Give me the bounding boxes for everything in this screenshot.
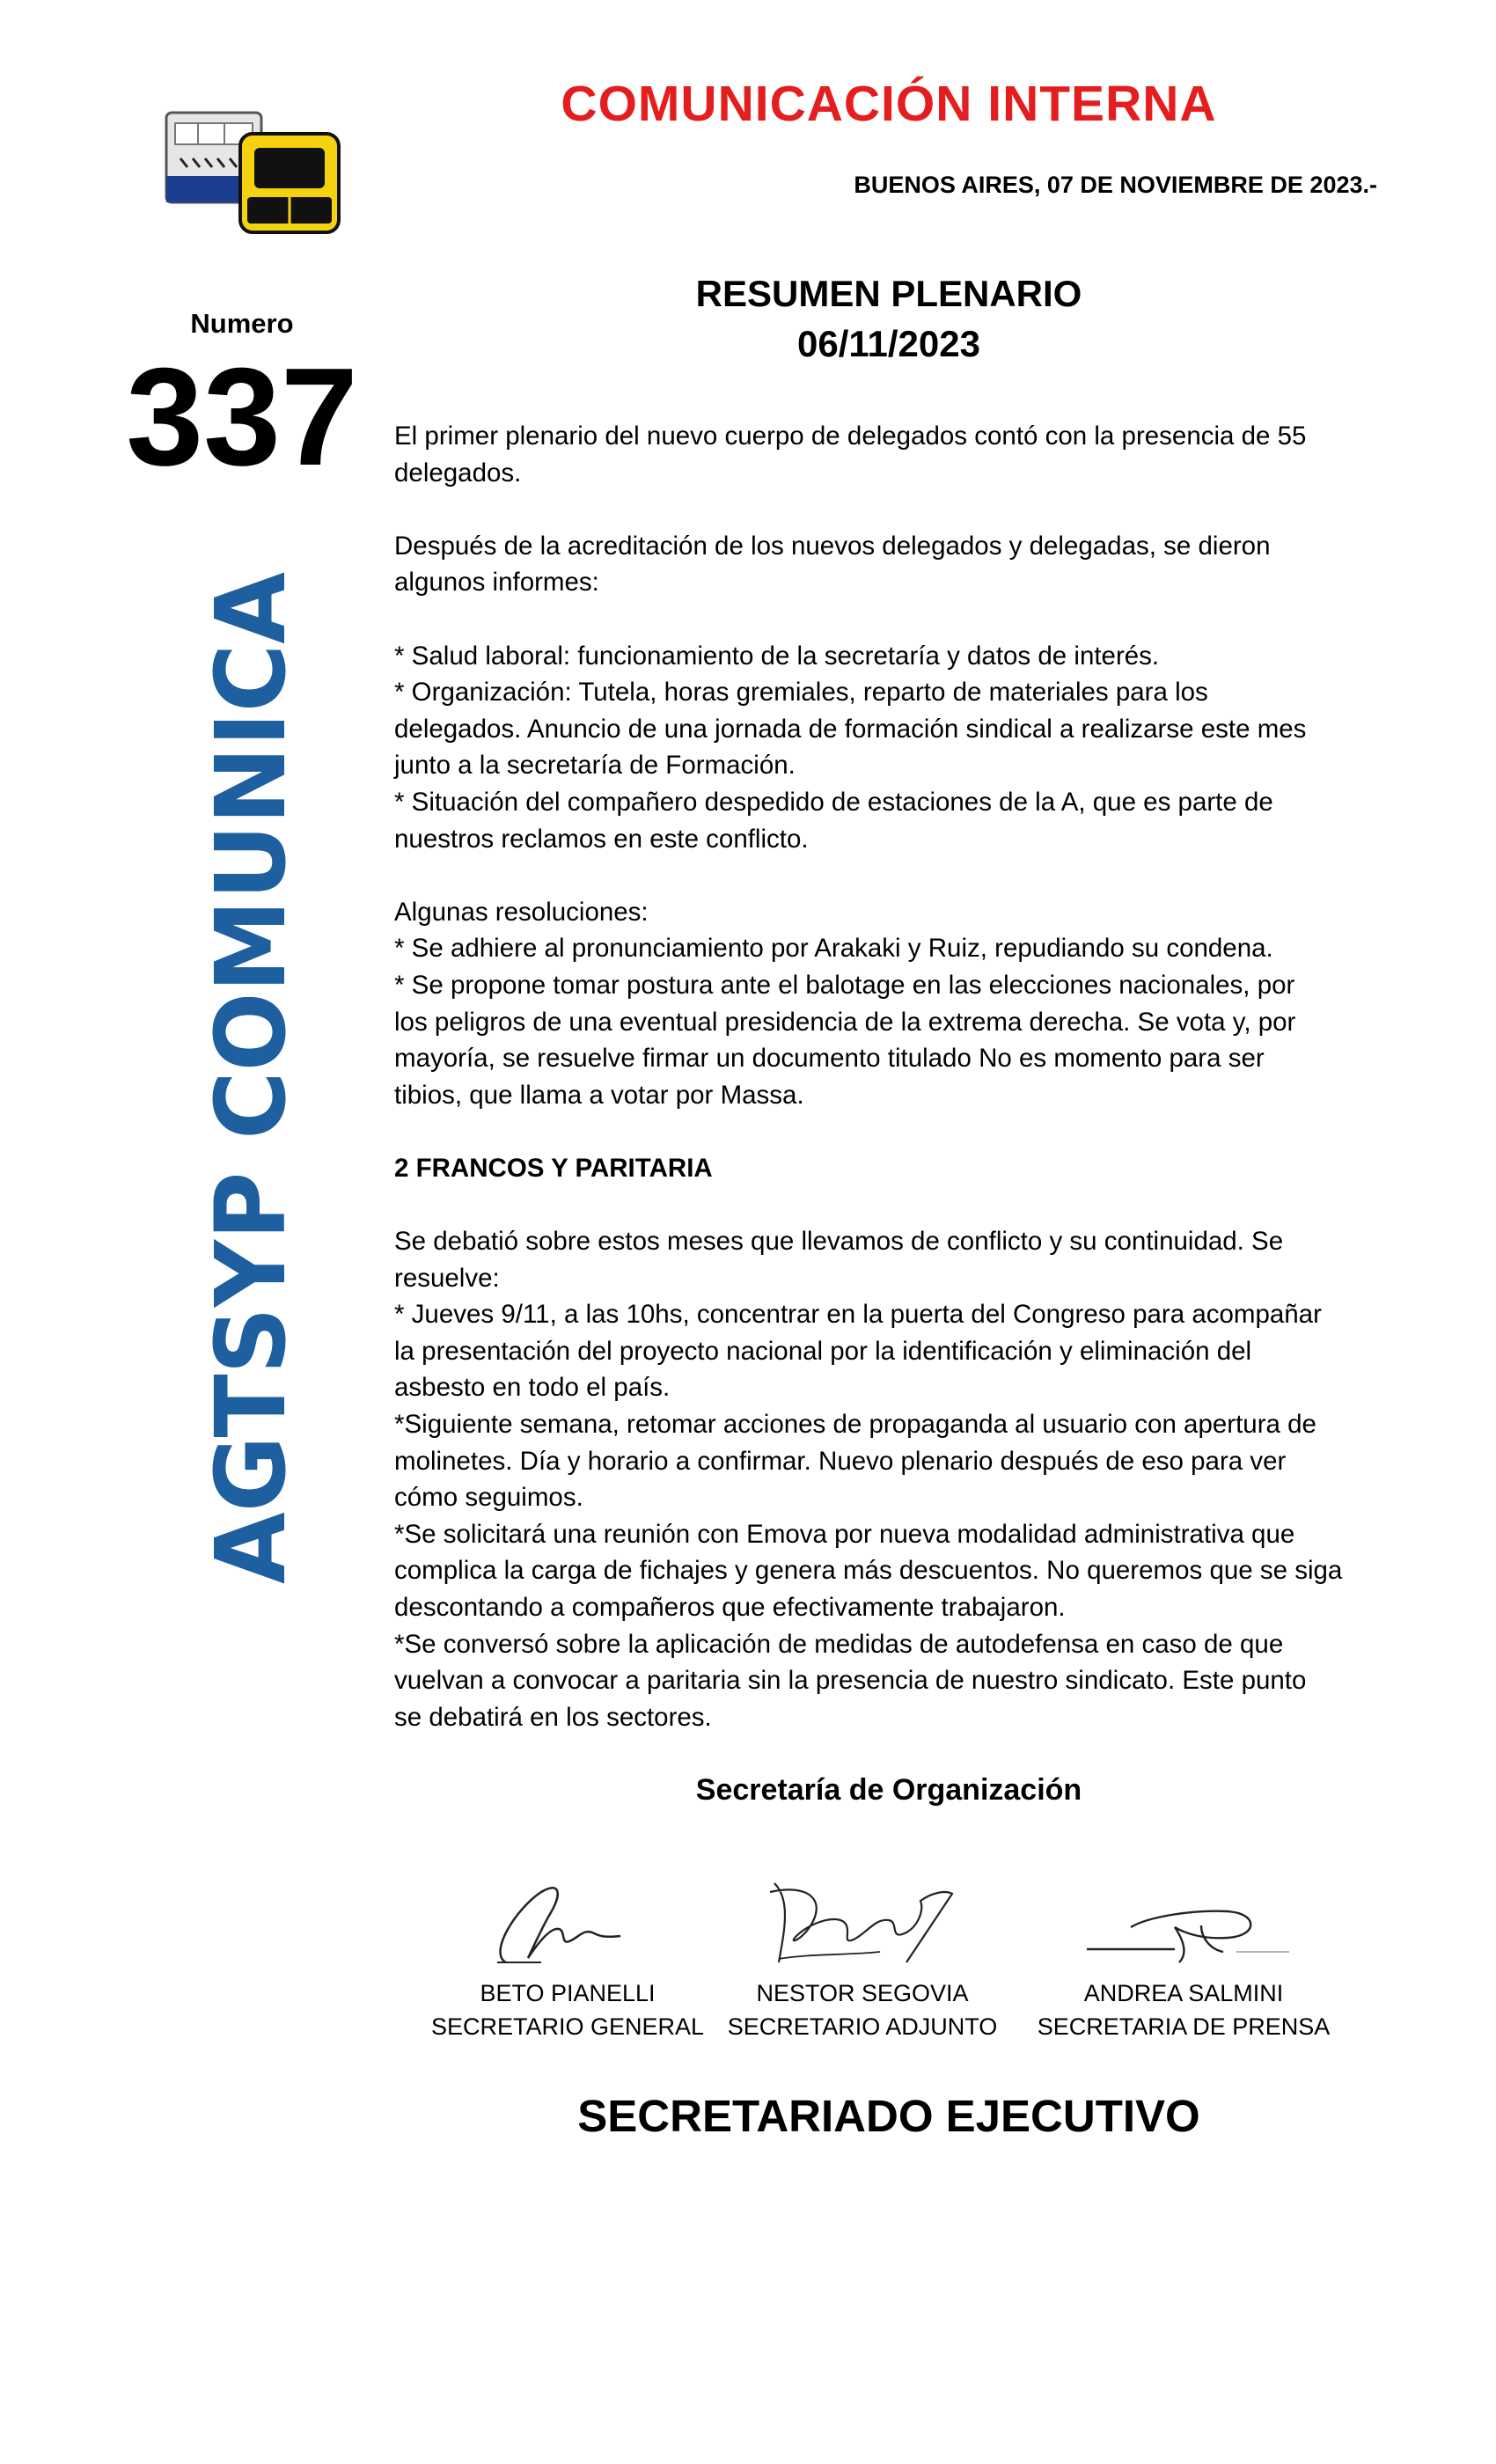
document-title <box>493 268 1285 369</box>
brand-vertical-label: AGTSYP COMUNICA <box>194 554 307 1584</box>
signer-name: NESTOR SEGOVIA <box>756 1980 969 2006</box>
signature-block <box>1034 1874 1333 2043</box>
signature-block <box>418 1874 717 2043</box>
text-line: nuestros reclamos en este conflicto. <box>394 824 809 854</box>
text-line: *Siguiente semana, retomar acciones de propaganda al usuario con apertura de <box>394 1410 1316 1440</box>
signer-role: SECRETARIO ADJUNTO <box>727 2013 998 2040</box>
secretariado-label: SECRETARIADO EJECUTIVO <box>577 2091 1200 2141</box>
signer-name: BETO PIANELLI <box>480 1980 656 2006</box>
signature-icon <box>480 1874 656 1971</box>
text-line: la presentación del proyecto nacional por la identificación y eliminación del <box>394 1336 1252 1366</box>
text-line: * Jueves 9/11, a las 10hs, concentrar en la puerta del Congreso para acompañar <box>394 1300 1322 1330</box>
text-line: asbesto en todo el país. <box>394 1373 671 1403</box>
text-line: delegados. <box>394 458 522 488</box>
subway-train-logo-icon <box>163 106 348 238</box>
signer-role: SECRETARIA DE PRENSA <box>1037 2013 1331 2040</box>
text-line: vuelvan a convocar a paritaria sin la presencia de nuestro sindicato. Este punto <box>394 1666 1307 1696</box>
text-line: *Se conversó sobre la aplicación de medidas de autodefensa en caso de que <box>394 1629 1284 1659</box>
text-line: algunos informes: <box>394 568 599 598</box>
date-line: BUENOS AIRES, 07 DE NOVIEMBRE DE 2023.- <box>854 172 1377 198</box>
paragraph-intro <box>394 418 1380 491</box>
text-line: mayoría, se resuelve firmar un documento titulado No es momento para ser <box>394 1044 1265 1074</box>
document-body <box>394 418 1380 1772</box>
numero-label: Numero <box>190 308 294 339</box>
text-line: * Situación del compañero despedido de estaciones de la A, que es parte de <box>394 787 1273 817</box>
paragraph-resoluciones <box>394 894 1380 1114</box>
text-line: cómo seguimos. <box>394 1483 583 1513</box>
text-line: complica la carga de fichajes y genera más descuentos. No queremos que se siga <box>394 1556 1343 1586</box>
title-line-1: RESUMEN PLENARIO <box>695 273 1082 314</box>
signer-role: SECRETARIO GENERAL <box>430 2013 705 2040</box>
paragraph-informes <box>394 528 1380 601</box>
paragraph-paritaria <box>394 1223 1380 1735</box>
signature-icon <box>1069 1874 1298 1971</box>
text-line: * Salud laboral: funcionamiento de la secretaría y datos de interés. <box>394 641 1160 671</box>
text-line: tibios, que llama a votar por Massa. <box>394 1080 804 1110</box>
text-line: delegados. Anuncio de una jornada de formación sindical a realizarse este mes <box>394 714 1307 744</box>
paragraph-informes-list <box>394 638 1380 858</box>
text-line: * Se propone tomar postura ante el balotage en las elecciones nacionales, por <box>394 970 1295 1000</box>
title-line-2: 06/11/2023 <box>797 323 980 364</box>
signer-name: ANDREA SALMINI <box>1083 1980 1284 2006</box>
text-line: Después de la acreditación de los nuevos delegados y delegadas, se dieron <box>394 531 1271 561</box>
secretaria-label: Secretaría de Organización <box>695 1773 1082 1807</box>
text-line: resuelve: <box>394 1263 500 1293</box>
text-line: los peligros de una eventual presidencia de la extrema derecha. Se vota y, por <box>394 1007 1296 1037</box>
text-line: El primer plenario del nuevo cuerpo de delegados contó con la presencia de 55 <box>394 422 1307 451</box>
signature-icon <box>757 1874 968 1971</box>
text-line: * Organización: Tutela, horas gremiales, reparto de materiales para los <box>394 678 1208 708</box>
text-line: * Se adhiere al pronunciamiento por Arakaki y Ruiz, repudiando su condena. <box>394 934 1273 964</box>
text-line: molinetes. Día y horario a confirmar. Nuevo plenario después de eso para ver <box>394 1446 1287 1476</box>
text-line: descontando a compañeros que efectivamente trabajaron. <box>394 1593 1066 1622</box>
numero-value: 337 <box>126 340 358 495</box>
header-title: COMUNICACIÓN INTERNA <box>561 76 1217 132</box>
text-line: Se debatió sobre estos meses que llevamos de conflicto y su continuidad. Se <box>394 1227 1284 1257</box>
brand-vertical-text <box>194 554 308 1584</box>
signature-block <box>713 1874 1012 2043</box>
text-line: Algunas resoluciones: <box>394 897 649 927</box>
section-heading: 2 FRANCOS Y PARITARIA <box>394 1153 713 1183</box>
text-line: *Se solicitará una reunión con Emova por nueva modalidad administrativa que <box>394 1519 1295 1549</box>
text-line: junto a la secretaría de Formación. <box>394 751 796 781</box>
text-line: se debatirá en los sectores. <box>394 1702 712 1732</box>
